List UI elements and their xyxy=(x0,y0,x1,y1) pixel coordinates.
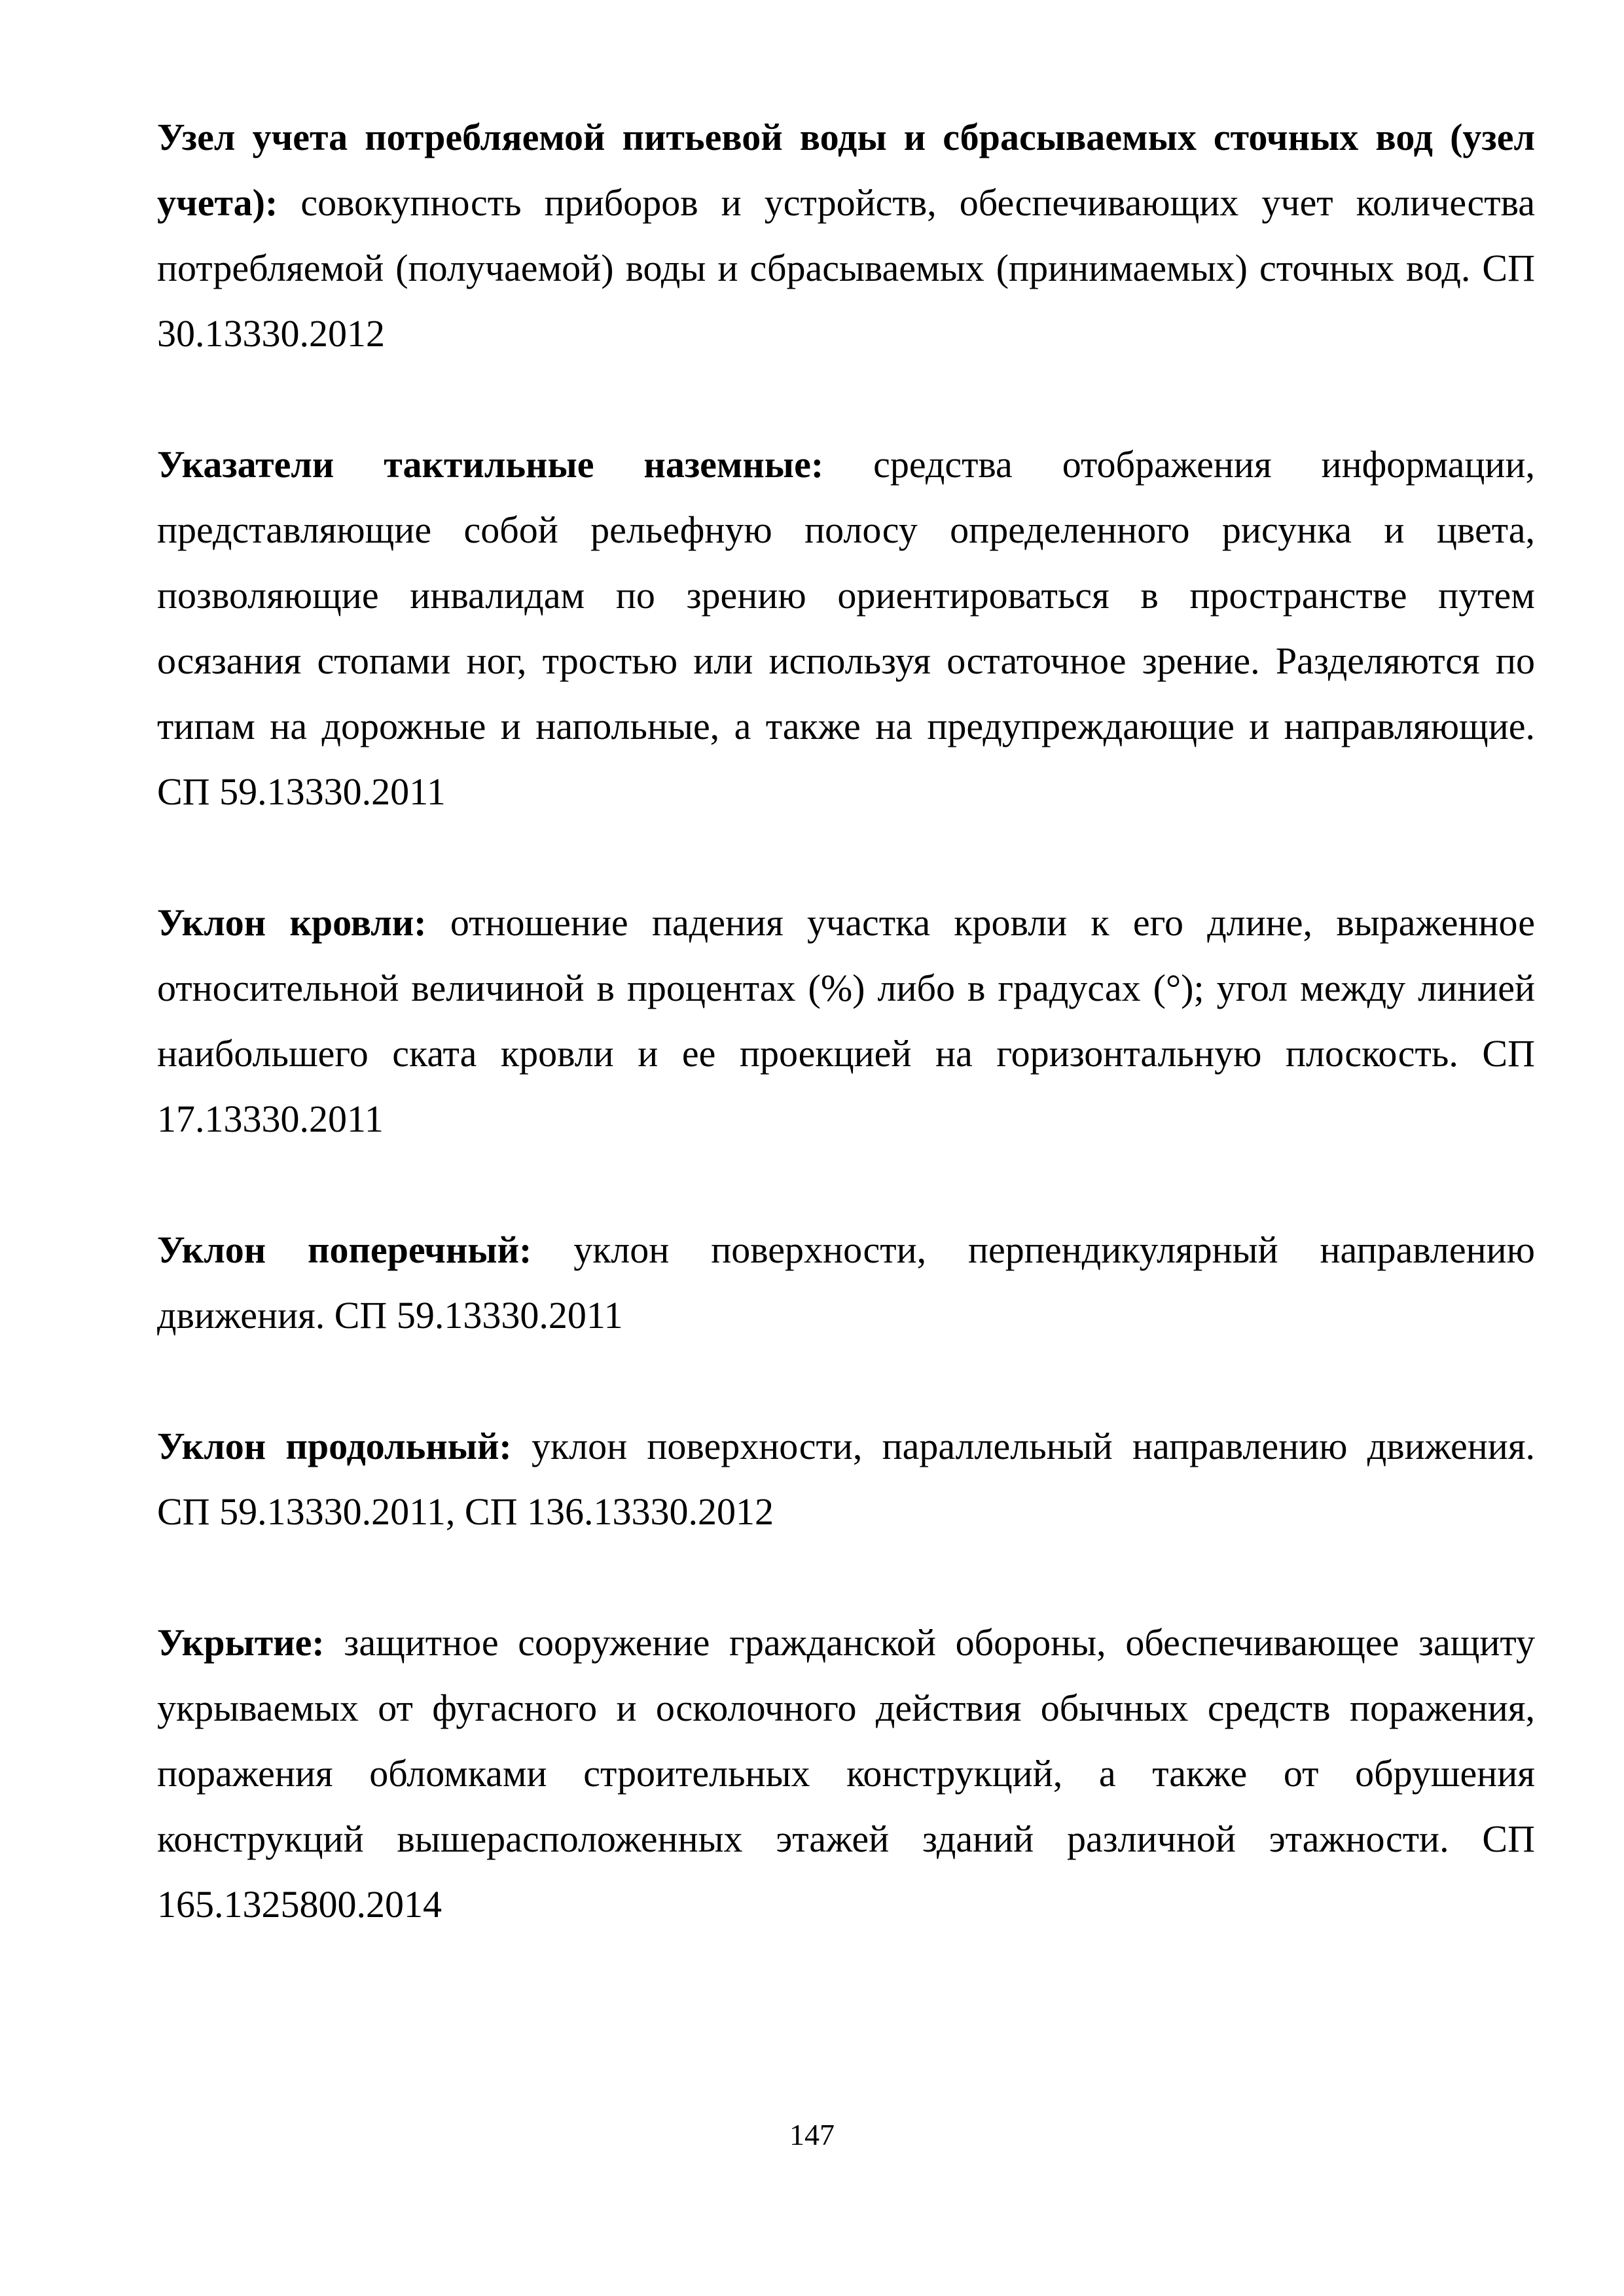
entry-definition: уклон поверхности, параллельный направлению движения. СП 59.13330.2011, СП 136.13330.2012 xyxy=(157,1425,1536,1533)
glossary-entry-water-metering-unit xyxy=(157,105,1535,367)
glossary-entry-tactile-indicators xyxy=(157,432,1535,825)
entry-definition: защитное сооружение гражданской обороны, обеспечивающее защиту укрываемых от фугасного и осколочного действия обычных средств поражения, поражения обломками строительных конструкций, а также от обрушения конструкций вышерасположенных этажей зданий различной этажности. СП 165.1325800.2014 xyxy=(157,1621,1536,1926)
entry-term: Уклон кровли: xyxy=(157,901,427,944)
entry-definition: средства отображения информации, представляющие собой рельефную полосу определенного рисунка и цвета, позволяющие инвалидам по зрению ориентироваться в пространстве путем осязания стопами ног, тростью или используя остаточное зрение. Разделяются по типам на дорожные и напольные, а также на предупреждающие и направляющие. СП 59.13330.2011 xyxy=(157,443,1536,813)
page-number: 147 xyxy=(789,2118,835,2151)
entry-definition: отношение падения участка кровли к его длине, выраженное относительной величиной в процентах (%) либо в градусах (°); угол между линией наибольшего ската кровли и ее проекцией на горизонтальную плоскость. СП 17.13330.2011 xyxy=(157,901,1536,1140)
entry-term: Уклон продольный: xyxy=(157,1425,512,1467)
entry-term: Уклон поперечный: xyxy=(157,1229,532,1271)
glossary-entry-shelter xyxy=(157,1610,1535,1937)
glossary-entry-roof-slope xyxy=(157,890,1535,1152)
glossary-entry-cross-slope xyxy=(157,1217,1535,1348)
entry-term: Укрытие: xyxy=(157,1621,325,1664)
glossary-entry-longitudinal-slope xyxy=(157,1414,1535,1545)
entry-term: Узел учета потребляемой питьевой воды и сбрасываемых сточных вод (узел учета): xyxy=(157,116,1535,224)
entry-definition: уклон поверхности, перпендикулярный направлению движения. СП 59.13330.2011 xyxy=(157,1229,1536,1336)
entry-definition: совокупность приборов и устройств, обеспечивающих учет количества потребляемой (получаемой) воды и сбрасываемых (принимаемых) сточных вод. СП 30.13330.2012 xyxy=(157,181,1536,355)
entry-term: Указатели тактильные наземные: xyxy=(157,443,824,486)
document-page xyxy=(157,105,1535,2003)
